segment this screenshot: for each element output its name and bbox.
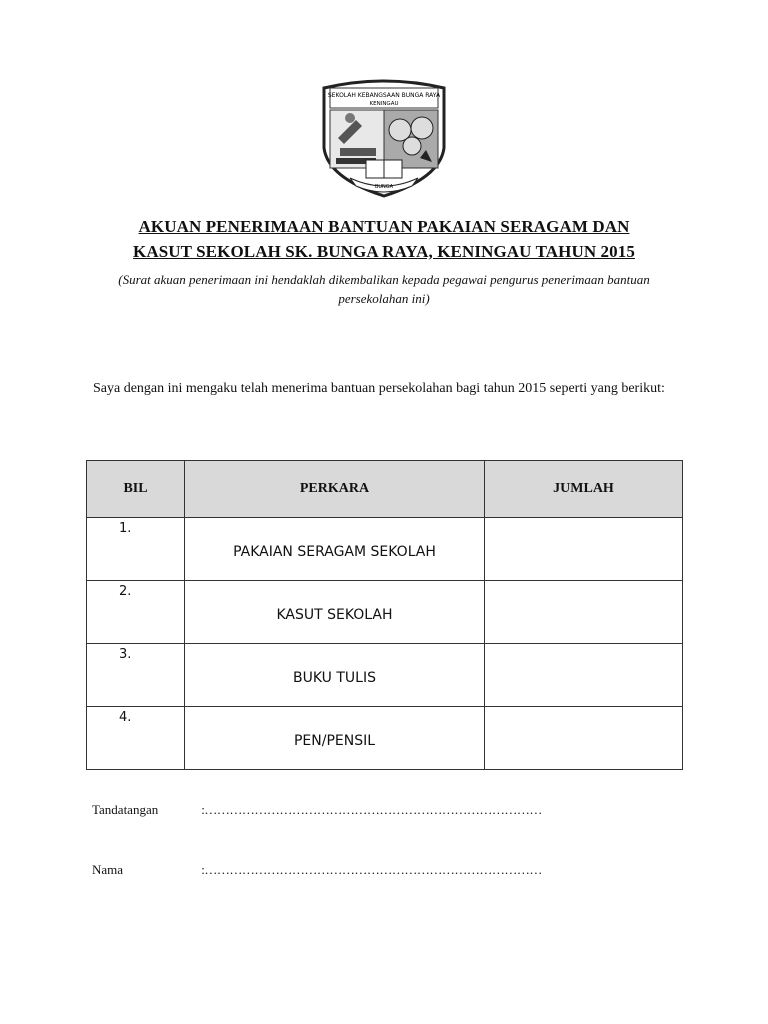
row-jumlah[interactable] xyxy=(485,581,683,644)
header-jumlah: JUMLAH xyxy=(485,461,683,518)
nama-field[interactable]: :……………………………………………………………………… xyxy=(201,862,542,877)
signature-row xyxy=(92,802,542,818)
header-bil: BIL xyxy=(87,461,185,518)
declaration-paragraph: Saya dengan ini mengaku telah menerima bantuan persekolahan bagi tahun 2015 seperti yang berikut: xyxy=(93,381,665,396)
document-title xyxy=(60,214,708,264)
svg-text:BUNGA: BUNGA xyxy=(374,184,394,190)
table-row xyxy=(87,644,683,707)
tandatangan-label: Tandatangan xyxy=(92,802,159,817)
row-jumlah[interactable] xyxy=(485,518,683,581)
tandatangan-field[interactable]: :……………………………………………………………………… xyxy=(201,802,542,817)
title-line-2: KASUT SEKOLAH SK. BUNGA RAYA, KENINGAU TAHUN 2015 xyxy=(133,242,635,261)
row-perkara: PAKAIAN SERAGAM SEKOLAH xyxy=(185,518,485,581)
row-perkara: BUKU TULIS xyxy=(185,644,485,707)
row-jumlah[interactable] xyxy=(485,707,683,770)
table-header-row xyxy=(87,461,683,518)
row-bil: 3. xyxy=(87,644,185,707)
items-table xyxy=(86,460,683,770)
svg-text:SEKOLAH KEBANGSAAN BUNGA RAYA: SEKOLAH KEBANGSAAN BUNGA RAYA xyxy=(327,92,441,99)
name-row xyxy=(92,862,542,878)
row-jumlah[interactable] xyxy=(485,644,683,707)
table-row xyxy=(87,581,683,644)
school-crest-logo xyxy=(316,78,452,200)
title-line-1: AKUAN PENERIMAAN BANTUAN PAKAIAN SERAGAM DAN xyxy=(138,217,630,236)
document-subtitle: (Surat akuan penerimaan ini hendaklah dikembalikan kepada pegawai pengurus penerimaan bantuan persekolahan ini) xyxy=(118,272,650,306)
row-bil: 4. xyxy=(87,707,185,770)
svg-text:KENINGAU: KENINGAU xyxy=(369,101,399,107)
nama-label: Nama xyxy=(92,862,124,877)
row-bil: 2. xyxy=(87,581,185,644)
row-perkara: PEN/PENSIL xyxy=(185,707,485,770)
table-row xyxy=(87,518,683,581)
header-perkara: PERKARA xyxy=(185,461,485,518)
table-row xyxy=(87,707,683,770)
row-bil: 1. xyxy=(87,518,185,581)
row-perkara: KASUT SEKOLAH xyxy=(185,581,485,644)
